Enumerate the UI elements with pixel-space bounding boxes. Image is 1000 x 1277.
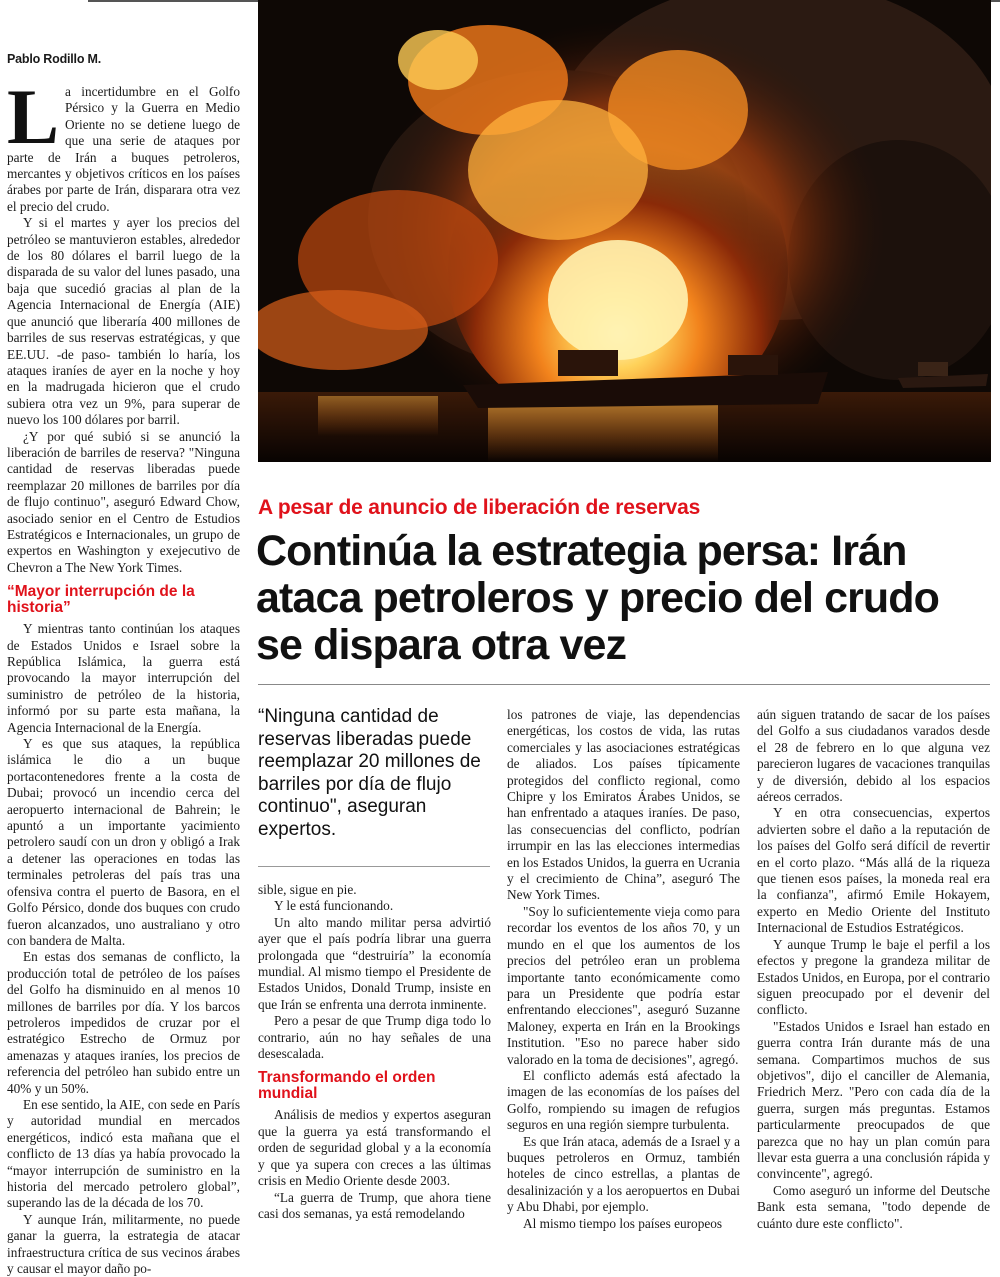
article-column-2 bbox=[258, 882, 491, 1222]
paragraph: Y aunque Trump le baje el perfil a los efectos y pregone la grandeza militar de Estados Unidos, en Europa, por el contrario siguen preocupado por el devenir del conflicto. bbox=[757, 936, 990, 1018]
paragraph: Y en otra consecuencias, expertos advierten sobre el daño a la reputación de los países del Golfo será difícil de revertir en el corto plazo. “Más allá de la riqueza que tienen esos países, la moneda real era la confianza", afirmó Emile Hokayem, experto en Medio Oriente del Instituto Internacional de Estudios Estratégicos. bbox=[757, 805, 990, 936]
paragraph: Un alto mando militar persa advirtió ayer que el país podría librar una guerra prolongada que “destruiría” la economía mundial. Al mismo tiempo el Presidente de Estados Unidos, Donald Trump, insiste en que Irán se enfrenta una derrota inminente. bbox=[258, 914, 491, 1012]
paragraph: los patrones de viaje, las dependencias energéticas, los costos de vida, las rutas comerciales y las asociaciones estratégicas de aliados. Los países típicamente protegidos del conflicto regional, como Chipre y los Emiratos Árabes Unidos, se han enfrentado a ataques iraníes. De paso, las consecuencias del conflicto, podrían irrumpir en las las elecciones intermedias en los Estados Unidos, la guerra en Ucrania y el crecimiento de China”, aseguró The New York Times. bbox=[507, 707, 740, 903]
paragraph: Análisis de medios y expertos aseguran que la guerra ya está transformando el orden de seguridad global y a la economía y que ya supera con creces a las últimas crisis en Medio Oriente desde 2003. bbox=[258, 1107, 491, 1189]
headline-rule bbox=[258, 684, 990, 685]
subheading-mayor-interrupcion: “Mayor interrupción de la historia” bbox=[7, 583, 195, 617]
paragraph: Es que Irán ataca, además de a Israel y a buques petroleros en Ormuz, también hoteles de cinco estrellas, a plantas de desalinización y a los aeropuertos en Dubai y Abu Dhabi, por ejemplo. bbox=[507, 1133, 740, 1215]
subheading-transformando: Transformando el orden mundial bbox=[258, 1069, 436, 1103]
paragraph: Al mismo tiempo los países europeos bbox=[523, 1215, 723, 1231]
paragraph: "Estados Unidos e Israel han estado en guerra contra Irán durante más de una semana. Compartimos muchos de sus objetivos", dijo el canciller de Alemania, Friedrich Merz. "Pero con cada día de la guerra, surgen más preguntas. Estamos particularmente preocupados de que parezca que no hay un plan común para llevar esta guerra a una conclusión rápida y convincente", agregó. bbox=[757, 1018, 990, 1182]
paragraph: En estas dos semanas de conflicto, la producción total de petróleo de los países del Golfo ha disminuido en al menos 10 millones de barriles por día. Y los barcos petroleros impedidos de cruzar por el estratégico Estrecho de Ormuz por amenazas y ataques iraníes, los precios de referencia del petróleo han subido entre un 40% y un 50%. bbox=[7, 949, 240, 1096]
article-column-3 bbox=[507, 707, 740, 1232]
pull-quote-rule bbox=[258, 866, 490, 867]
paragraph: Como aseguró un informe del Deutsche Bank esta semana, "todo depende de cuánto dure este conflicto". bbox=[757, 1182, 990, 1231]
paragraph: Y le está funcionando. bbox=[274, 898, 394, 914]
headline: Continúa la estrategia persa: Irán ataca petroleros y precio del crudo se dispara otra vez bbox=[256, 527, 940, 669]
burning-tanker-photo bbox=[258, 0, 991, 462]
kicker-subtitle: A pesar de anuncio de liberación de reservas bbox=[258, 496, 701, 519]
paragraph: ¿Y por qué subió si se anunció la liberación de barriles de reserva? "Ninguna cantidad de reservas liberadas puede reemplazar 20 millones de barriles por día de flujo continuo", aseguró Edward Chow, asociado senior en el Centro de Estudios Estratégicos e Internacionales, un grupo de expertos en Washington y exejecutivo de Chevron a The New York Times. bbox=[7, 428, 240, 575]
paragraph: "Soy lo suficientemente vieja como para recordar los eventos de los años 70, y un mundo en el que los aumentos de los precios del petróleo eran un problema importante tanto económicamente como para un Presidente que podría estar enfrentando elecciones", aseguró Suzanne Maloney, experta en Irán en la Brookings Institution. "Eso no parece haber sido valorado en la toma de decisiones", agregó. bbox=[507, 903, 740, 1067]
paragraph: Pero a pesar de que Trump diga todo lo contrario, aún no hay señales de una desescalada. bbox=[258, 1013, 491, 1062]
paragraph: Y es que sus ataques, la república islámica le dio a un buque portacontenedores frente a la costa de Dubai; provocó un incendio cerca del aeropuerto internacional de Bahrein; le apuntó a un importante yacimiento petrolero saudí con un dron y obligó a Irak a detener las operaciones en todas las terminales petroleras del país tras una ofensiva contra el puerto de Basora, en el Golfo Pérsico, donde dos buques con crudo fueron alcanzados, uno australiano y otro con bandera de Malta. bbox=[7, 736, 240, 948]
paragraph: En ese sentido, la AIE, con sede en París y autoridad mundial en mercados energéticos, indicó esta mañana que el conflicto de 13 días ya había provocado la “mayor interrupción de suministro en la historia del mercado petrolero global”, superando las de la década de los 70. bbox=[7, 1096, 240, 1211]
article-column-1 bbox=[7, 73, 240, 1277]
paragraph: Y si el martes y ayer los precios del petróleo se mantuvieron estables, alrededor de los 80 dólares el barril luego de la disparada de su valor del lunes pasado, una baja que sucedió gracias al plan de la Agencia Internacional de Energía (AIE) que anunció que liberaría 400 millones de barriles de sus reservas estratégicas, y que EE.UU. -de paso- también lo haría, los ataques iraníes de ayer en la noche y hoy en la madrugada hicieron que el crudo subiera otra vez un 9%, para superar de nuevo los 100 dólares por barril. bbox=[7, 215, 240, 428]
lead-paragraph bbox=[7, 73, 240, 215]
drop-cap: L bbox=[7, 73, 60, 160]
paragraph: “La guerra de Trump, que ahora tiene casi dos semanas, ya está remodelando bbox=[258, 1189, 491, 1221]
article-column-4 bbox=[757, 707, 990, 1232]
paragraph: aún siguen tratando de sacar de los países del Golfo a sus ciudadanos varados desde el 28 de febrero en lo que alguna vez parecieron lugares de vacaciones tranquilas y de diversión, debido al los espacios aéreos cerrados. bbox=[757, 707, 990, 805]
byline: Pablo Rodillo M. bbox=[7, 52, 102, 66]
paragraph: sible, sigue en pie. bbox=[258, 882, 357, 897]
paragraph: Y mientras tanto continúan los ataques de Estados Unidos e Israel sobre la República Islámica, la guerra está provocando la mayor interrupción del suministro de petróleo de la historia, informó por su parte esta mañana, la Agencia Internacional de la Energía. bbox=[7, 621, 240, 735]
photo-illustration bbox=[258, 0, 991, 462]
paragraph: El conflicto además está afectado la imagen de las economías de los países del Golfo, rompiendo su imagen de refugios seguros en una región siempre turbulenta. bbox=[507, 1067, 740, 1133]
pull-quote: “Ninguna cantidad de reservas liberadas puede reemplazar 20 millones de barriles por día de flujo continuo", aseguran expertos. bbox=[258, 706, 481, 840]
paragraph-text: a incertidumbre en el Golfo Pérsico y la Guerra en Medio Oriente no se detiene luego de que una serie de ataques por parte de Irán a buques petroleros, mercantes y objetivos críticos en los países árabes por parte de Irán, disparara otra vez el precio del crudo. bbox=[7, 84, 240, 214]
paragraph: Y aunque Irán, militarmente, no puede ganar la guerra, la estrategia de atacar infraestructura crítica de sus vecinos árabes y causar el mayor daño po- bbox=[7, 1211, 240, 1277]
